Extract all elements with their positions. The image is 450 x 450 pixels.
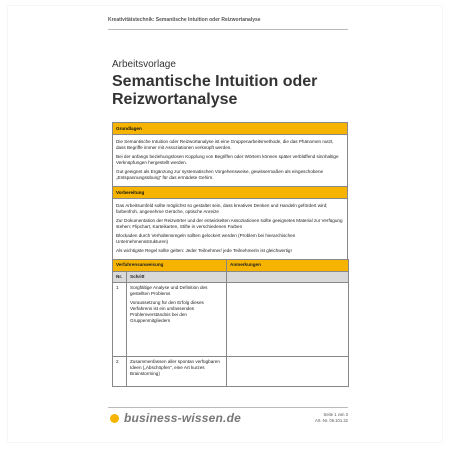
paragraph: Das Arbeitsumfeld sollte möglichst so gestaltet sein, dass kreatives Denken und Handeln gefördert wird; farbenfroh, angenehme Gerüche, optische Anreize	[116, 203, 328, 214]
step-detail: Voraussetzung für den Erfolg dieses Verfahrens ist ein umfassendes Problemverständnis bei den Gruppenmitgliedern	[130, 300, 204, 323]
article-number: Art.-Nr. 06.101.22	[314, 418, 348, 423]
document-kicker: Arbeitsvorlage	[112, 59, 176, 70]
footer-divider	[108, 407, 348, 408]
table-subheader-row	[113, 272, 349, 283]
header-divider	[108, 29, 348, 30]
page-number: Seite 1 von 3	[323, 412, 348, 417]
document-header: Kreativitätstechnik: Semantische Intuition oder Reizwortanalyse	[108, 17, 261, 23]
step-text: Zusammenfassen aller spontan verfügbaren Ideen („Abschöpfen“, eine Art kurzes Brainstorming)	[130, 359, 220, 376]
section-vorbereitung	[112, 186, 348, 259]
step-text: Sorgfältige Analyse und Definition des gestellten Problems	[130, 285, 208, 296]
section-body	[112, 199, 348, 259]
row-notes	[227, 357, 349, 387]
column-header-nr: Nr.	[113, 272, 127, 283]
table-row	[113, 283, 349, 357]
section-body	[112, 135, 348, 186]
page-title: Semantische Intuition oder Reizwortanalyse	[112, 73, 318, 108]
brand-logo: business-wissen.de	[124, 411, 241, 425]
row-number: 1	[113, 283, 127, 357]
column-header-notes: Anmerkungen	[227, 260, 349, 272]
paragraph: Bei der anfangs beziehungslosen Kopplung von Begriffen oder Wörtern können später verblüffend sinnhaltige Verknüpfungen hergestellt werden.	[116, 154, 339, 165]
page-info	[296, 412, 348, 424]
section-grundlagen	[112, 122, 348, 186]
row-number: 2	[113, 357, 127, 387]
section-heading: Vorbereitung	[112, 186, 348, 199]
procedure-table	[112, 259, 349, 387]
section-heading: Grundlagen	[112, 122, 348, 135]
paragraph: Gut geeignet als Ergänzung zur systematischen Vorgehensweise, gewissermaßen als eingeschobene „Entspannungsübung“ für das ermüdete Gehirn.	[116, 169, 324, 180]
column-header-step: Schritt	[127, 272, 227, 283]
row-step	[127, 283, 227, 357]
paragraph: Blockaden durch Verhaltensregeln sollten gelockert werden (Problem bei hierarchischen Unternehmensstrukturen)	[116, 233, 296, 244]
paragraph: Die Semantische Intuition oder Reizwortanalyse ist eine Gruppenarbeitsmethode, die das Phänomen nutzt, dass Begriffe immer mit Assoziationen verknüpft werden.	[116, 139, 334, 150]
table-row	[113, 357, 349, 387]
paragraph: Als wichtigste Regel sollte gelten: Jeder Teilnehmer/ jede Teilnehmerin ist gleichwertig!	[116, 248, 292, 253]
paragraph: Zur Dokumentation der Reizwörter und der entwickelten Assoziationen sollte geeignetes Material zur Verfügung stehen: Flipchart, Karteikarten, Stifte in verschiedenen Farben	[116, 218, 343, 229]
column-header-instruction: Verfahrensanweisung	[113, 260, 227, 272]
document-content	[112, 122, 348, 387]
column-header-empty	[227, 272, 349, 283]
row-notes	[227, 283, 349, 357]
logo-dot-icon	[110, 414, 119, 423]
table-header-row	[113, 260, 349, 272]
row-step	[127, 357, 227, 387]
